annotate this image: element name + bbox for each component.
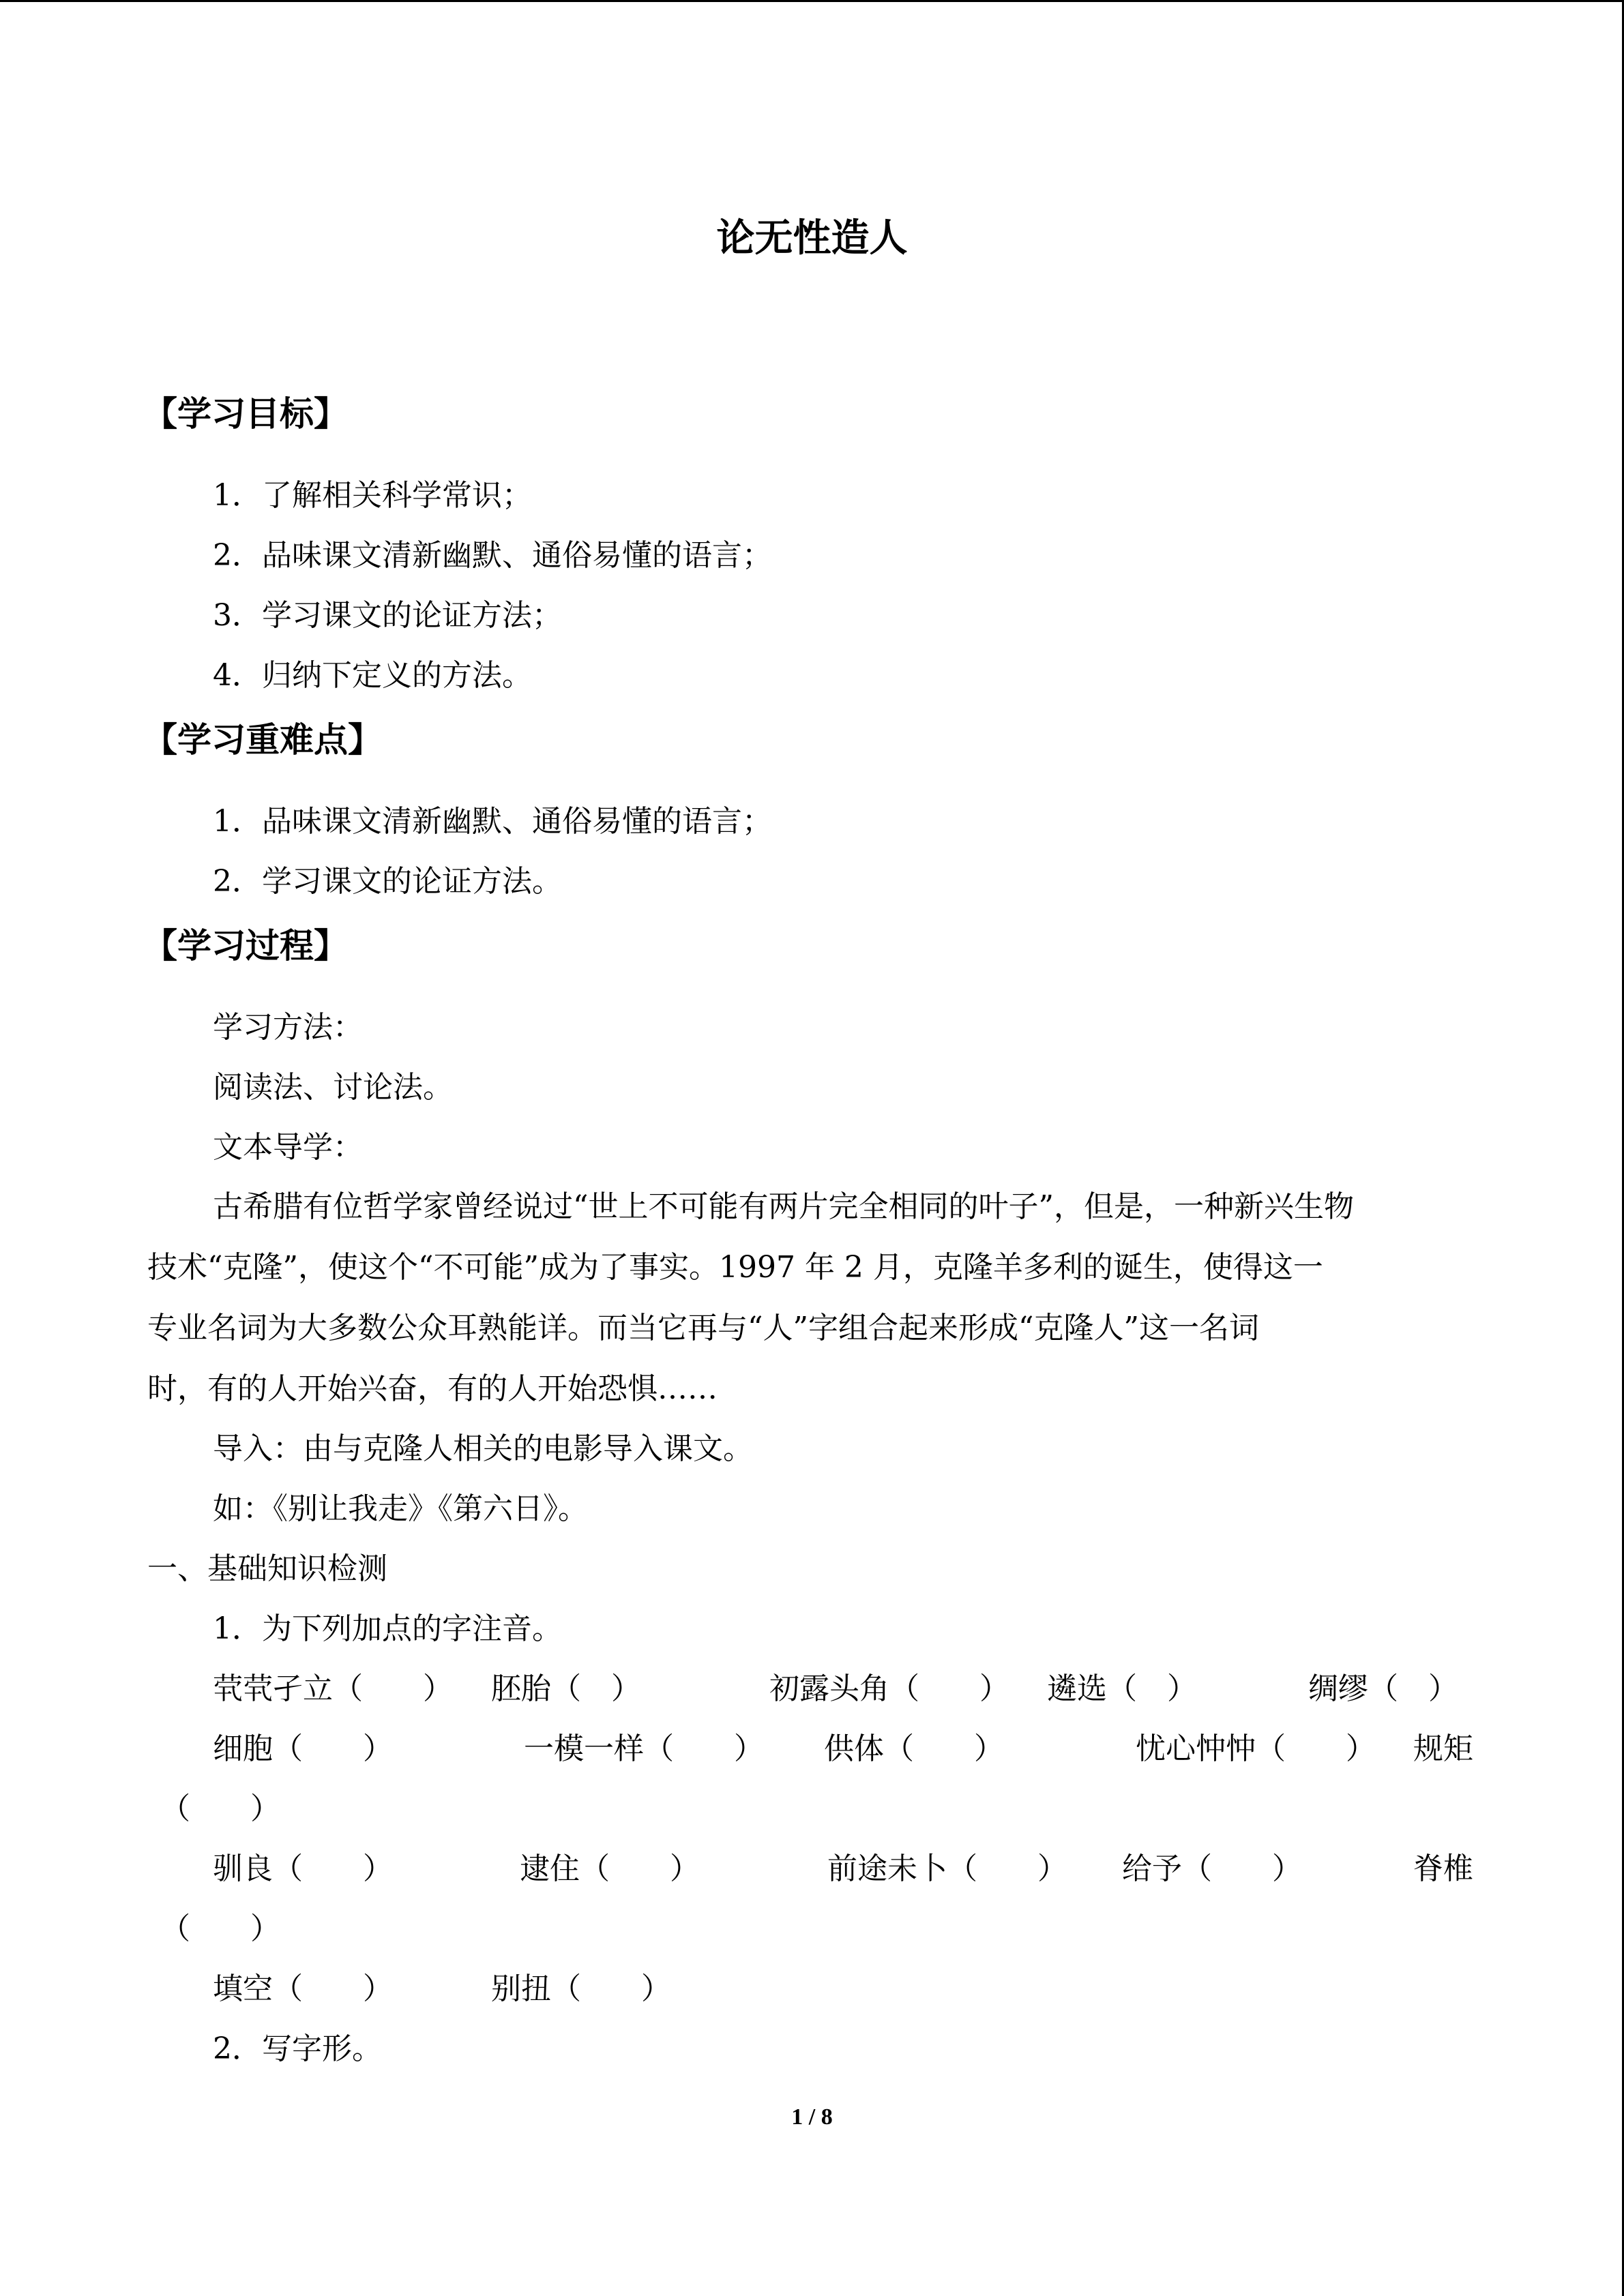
guide-paragraph-line: 时，有的人开始兴奋，有的人开始恐惧……: [147, 1371, 718, 1406]
pinyin-blank-item: 胚胎（ ）: [491, 1671, 641, 1706]
key-point-item: 2．学习课文的论证方法。: [213, 864, 562, 899]
guide-paragraph-line: 古希腊有位哲学家曾经说过“世上不可能有两片完全相同的叶子”，但是，一种新兴生物: [213, 1189, 1354, 1224]
pinyin-blank-item: 前途未卜（ ）: [827, 1851, 1067, 1886]
pinyin-blank-item: 细胞（ ）: [213, 1731, 393, 1766]
page-border-top: [0, 0, 1624, 2]
pinyin-blank-item: 别扭（ ）: [491, 1971, 671, 2006]
pinyin-blank-item: 驯良（ ）: [213, 1851, 393, 1886]
pinyin-blank-item: 一模一样（ ）: [524, 1731, 764, 1766]
pinyin-blank-item: 绸缪（ ）: [1308, 1671, 1458, 1706]
section-heading-process: 【学习过程】: [143, 926, 348, 966]
section-heading-goals: 【学习目标】: [143, 394, 348, 434]
goal-item: 4．归纳下定义的方法。: [213, 658, 532, 693]
basics-heading: 一、基础知识检测: [147, 1551, 387, 1586]
pinyin-blank-item: 给予（ ）: [1122, 1851, 1302, 1886]
intro-text: 导入：由与克隆人相关的电影导入课文。: [213, 1431, 753, 1466]
pinyin-blank-item: 逮住（ ）: [520, 1851, 700, 1886]
pinyin-blank-item: 遴选（ ）: [1047, 1671, 1197, 1706]
question-1: 1．为下列加点的字注音。: [213, 1611, 562, 1646]
pinyin-blank-item: 茕茕孑立（ ）: [213, 1671, 453, 1706]
pinyin-blank-item: 忧心忡忡（ ）: [1136, 1731, 1376, 1766]
pinyin-blank-item: 规矩: [1413, 1731, 1473, 1766]
section-heading-key-points: 【学习重难点】: [143, 720, 382, 760]
guide-label: 文本导学：: [213, 1130, 363, 1165]
pinyin-blank-item: 填空（ ）: [213, 1971, 393, 2006]
example-text: 如：《别让我走》《第六日》。: [213, 1491, 588, 1526]
guide-paragraph-line: 技术“克隆”，使这个“不可能”成为了事实。1997 年 2 月，克隆羊多利的诞生，使得这一: [147, 1250, 1323, 1285]
guide-paragraph: [147, 1176, 1477, 1419]
pinyin-blank-wrap: （ ）: [160, 1791, 280, 1826]
pinyin-blank-wrap: （ ）: [160, 1911, 280, 1946]
document-title: 论无性造人: [716, 216, 908, 260]
method-value: 阅读法、讨论法。: [213, 1070, 453, 1105]
goal-item: 1．了解相关科学常识；: [213, 478, 532, 513]
goal-item: 3．学习课文的论证方法；: [213, 598, 562, 633]
goal-item: 2．品味课文清新幽默、通俗易懂的语言；: [213, 538, 772, 573]
guide-paragraph-line: 专业名词为大多数公众耳熟能详。而当它再与“人”字组合起来形成“克隆人”这一名词: [147, 1311, 1259, 1345]
question-2: 2．写字形。: [213, 2031, 382, 2066]
page-number: 1 / 8: [791, 2104, 833, 2130]
pinyin-blank-item: 脊椎: [1413, 1851, 1473, 1886]
method-label: 学习方法：: [213, 1010, 363, 1045]
pinyin-blank-item: 供体（ ）: [824, 1731, 1004, 1766]
key-point-item: 1．品味课文清新幽默、通俗易懂的语言；: [213, 804, 772, 839]
pinyin-blank-item: 初露头角（ ）: [769, 1671, 1009, 1706]
